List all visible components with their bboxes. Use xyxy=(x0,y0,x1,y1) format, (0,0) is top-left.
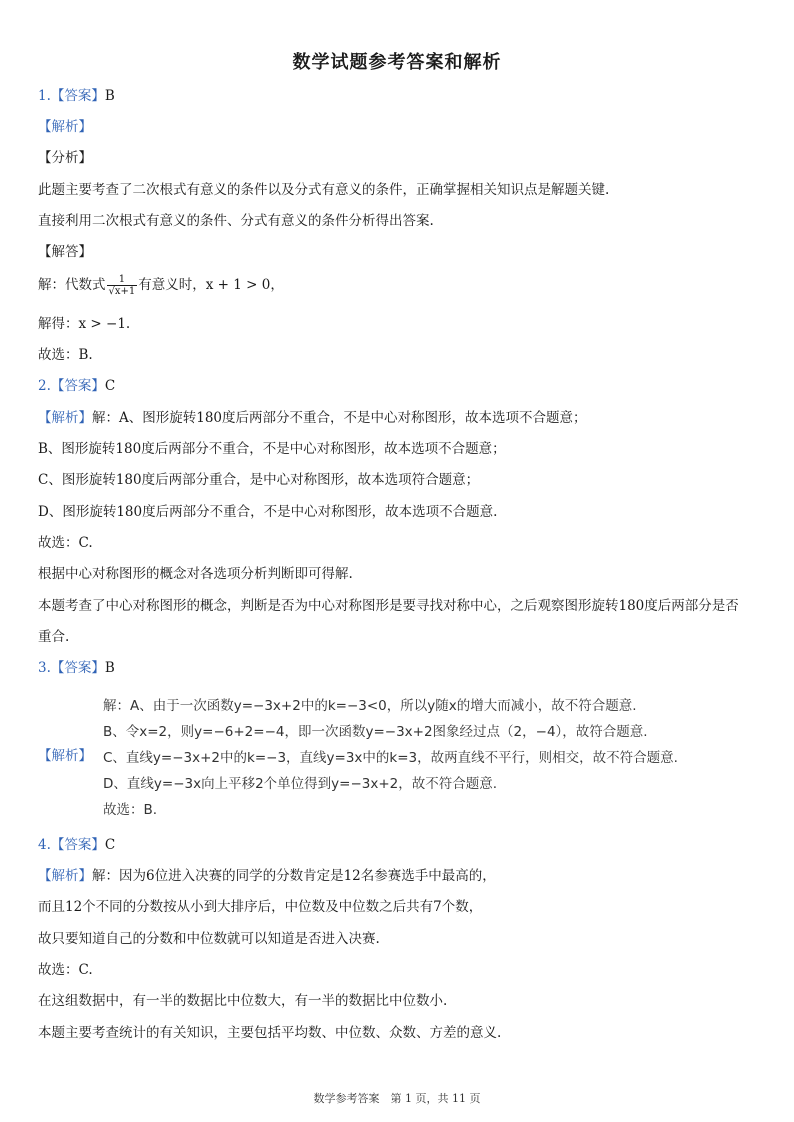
page-footer: 数学参考答案 第 1 页，共 11 页 xyxy=(313,1092,481,1105)
q2-line-c: C、图形旋转180度后两部分重合，是中心对称图形，故本选项符合题意； xyxy=(38,472,480,488)
q3-line-a: 解：A、由于一次函数y=−3x+2中的k=−3<0，所以y随x的增大而减小，故不符合题意. xyxy=(103,698,637,714)
q3-jiexi-tag: 【解析】 xyxy=(38,748,92,764)
q1-sol-suffix: 有意义时，x + 1 > 0， xyxy=(138,277,284,293)
q4-guxuan: 故选：C. xyxy=(38,962,93,978)
q2-line-d: D、图形旋转180度后两部分不重合，不是中心对称图形，故本选项不合题意. xyxy=(38,504,498,520)
q1-answer-value: B xyxy=(104,88,115,104)
q1-frac-num: 1 xyxy=(107,274,138,286)
q1-jieda-tag: 【解答】 xyxy=(38,244,92,260)
q4-jiexi-tag: 【解析】 xyxy=(38,868,92,884)
q4-note2: 本题主要考查统计的有关知识，主要包括平均数、中位数、众数、方差的意义. xyxy=(38,1025,502,1041)
q1-solution-line xyxy=(38,274,284,297)
q1-frac-den: √x+1 xyxy=(108,286,136,297)
q2-jiexi-tag: 【解析】 xyxy=(38,410,92,426)
q3-answer-label: 3.【答案】 xyxy=(38,660,105,676)
q1-jiexi-tag: 【解析】 xyxy=(38,119,92,135)
q1-analysis-line1: 此题主要考查了二次根式有意义的条件以及分式有意义的条件，正确掌握相关知识点是解题关键. xyxy=(38,182,610,198)
q1-answer-line xyxy=(38,86,115,106)
q3-guxuan: 故选：B. xyxy=(103,802,158,818)
q2-guxuan: 故选：C. xyxy=(38,535,93,551)
q2-answer-value: C xyxy=(104,378,116,394)
q3-line-d: D、直线y=−3x向上平移2个单位得到y=−3x+2，故不符合题意. xyxy=(103,776,498,792)
q4-answer-value: C xyxy=(104,837,116,853)
q2-note1: 根据中心对称图形的概念对各选项分析判断即可得解. xyxy=(38,566,353,582)
q3-line-b: B、令x=2，则y=−6+2=−4，即一次函数y=−3x+2图象经过点（2，−4），故符合题意. xyxy=(103,724,648,740)
q4-line1 xyxy=(38,866,496,886)
q1-sol-prefix: 解：代数式 xyxy=(38,277,106,293)
q1-fenxi-tag: 【分析】 xyxy=(38,150,92,166)
q2-note2a: 本题考查了中心对称图形的概念，判断是否为中心对称图形是要寻找对称中心，之后观察图形旋转180度后两部分是否 xyxy=(38,598,739,614)
q3-answer-line xyxy=(38,658,115,678)
q4-note1: 在这组数据中，有一半的数据比中位数大，有一半的数据比中位数小. xyxy=(38,993,448,1009)
q1-jiede: 解得：x > −1. xyxy=(38,316,131,332)
q4-line2: 而且12个不同的分数按从小到大排序后，中位数及中位数之后共有7个数， xyxy=(38,899,483,915)
q3-line-c: C、直线y=−3x+2中的k=−3，直线y=3x中的k=3，故两直线不平行，则相交，故不符合题意. xyxy=(103,750,678,766)
q2-line-a xyxy=(38,408,587,428)
q2-answer-line xyxy=(38,376,115,396)
q2-note2b: 重合. xyxy=(38,629,70,645)
q1-analysis-line2: 直接利用二次根式有意义的条件、分式有意义的条件分析得出答案. xyxy=(38,213,434,229)
q1-frac-den-radicand: x+1 xyxy=(114,286,136,297)
q4-line3: 故只要知道自己的分数和中位数就可以知道是否进入决赛. xyxy=(38,931,380,947)
q2-line-b: B、图形旋转180度后两部分不重合，不是中心对称图形，故本选项不合题意； xyxy=(38,441,506,457)
q1-fraction xyxy=(107,274,138,297)
q2-answer-label: 2.【答案】 xyxy=(38,378,105,394)
q4-answer-label: 4.【答案】 xyxy=(38,837,105,853)
q3-answer-value: B xyxy=(104,660,115,676)
q2-line-a-text: 解：A、图形旋转180度后两部分不重合，不是中心对称图形，故本选项不合题意； xyxy=(92,410,587,426)
q4-line1-text: 解：因为6位进入决赛的同学的分数肯定是12名参赛选手中最高的， xyxy=(92,868,496,884)
q1-guxuan: 故选：B. xyxy=(38,347,93,363)
q4-answer-line xyxy=(38,835,115,855)
q1-answer-label: 1.【答案】 xyxy=(38,88,105,104)
page-title: 数学试题参考答案和解析 xyxy=(292,52,502,73)
